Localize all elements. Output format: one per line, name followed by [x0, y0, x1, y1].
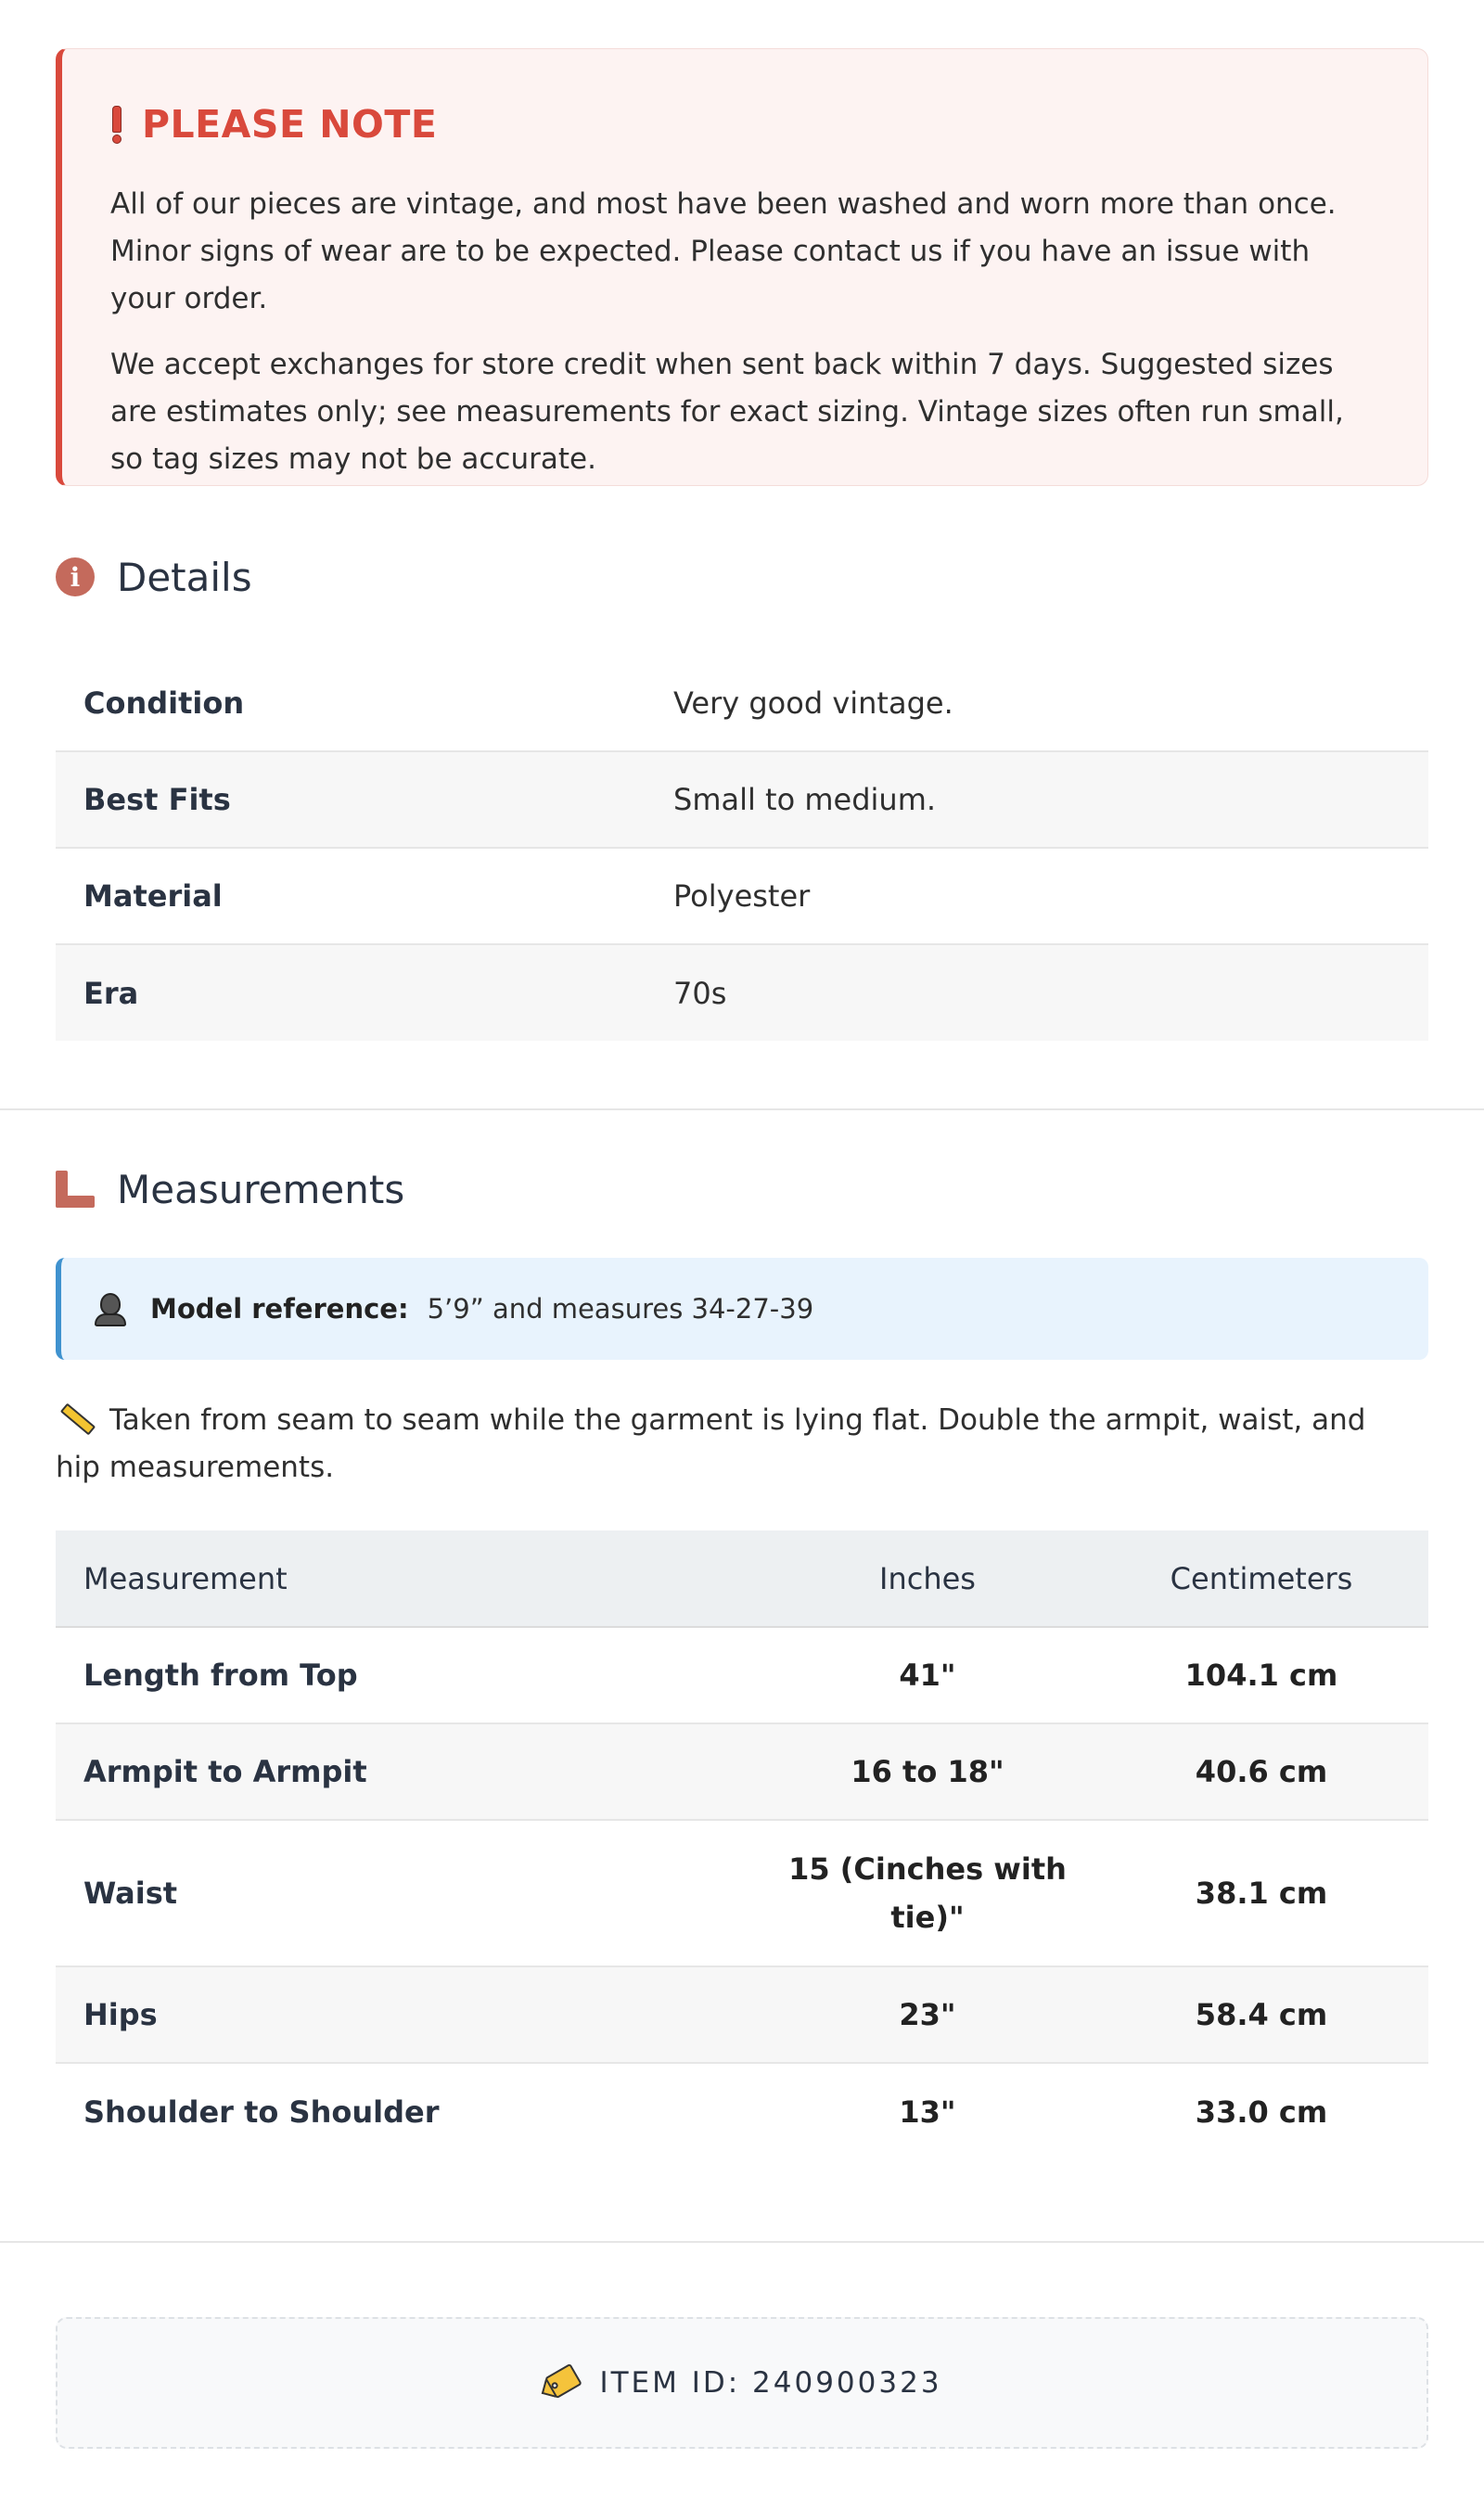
measurement-name: Shoulder to Shoulder	[83, 2094, 440, 2130]
measurement-row-shoulder	[56, 2063, 1428, 2159]
model-reference-value: 5’9” and measures 34-27-39	[427, 1293, 814, 1325]
details-row-best-fits	[56, 751, 1428, 848]
notice-paragraph-2: We accept exchanges for store credit when sent back within 7 days. Suggested sizes are estimates only; see measurements for exact sizing. Vintage sizes often run small, so tag sizes may not be accurate.	[110, 348, 1344, 476]
exclamation-icon	[110, 106, 122, 143]
measurement-row-hips	[56, 1966, 1428, 2063]
notice-title: PLEASE NOTE	[142, 102, 438, 147]
measurements-heading-text: Measurements	[117, 1166, 405, 1212]
details-label: Best Fits	[56, 751, 673, 848]
column-header-inches: Inches	[761, 1530, 1094, 1627]
details-table	[56, 655, 1428, 1041]
measurement-name: Armpit to Armpit	[56, 1723, 761, 1820]
column-header-centimeters: Centimeters	[1094, 1530, 1428, 1627]
measurement-cm: 38.1 cm	[1094, 1820, 1428, 1966]
section-divider	[0, 1108, 1484, 1110]
details-value: Very good vintage.	[673, 655, 1428, 751]
measurement-row-length	[56, 1627, 1428, 1723]
section-divider	[0, 2241, 1484, 2243]
details-label: Era	[56, 944, 673, 1041]
please-note-panel	[56, 48, 1428, 486]
measurement-inches: 15 (Cinches with tie)"	[761, 1820, 1094, 1966]
person-icon	[95, 1291, 126, 1326]
measurement-cm: 40.6 cm	[1094, 1723, 1428, 1820]
measurement-row-armpit	[56, 1723, 1428, 1820]
pencil-icon	[60, 1402, 96, 1435]
details-value: Polyester	[673, 848, 1428, 944]
column-header-measurement: Measurement	[56, 1530, 761, 1627]
measurements-table	[56, 1530, 1428, 2159]
measurement-inches: 41"	[761, 1627, 1094, 1723]
details-heading-text: Details	[117, 554, 252, 600]
notice-header	[110, 101, 1379, 147]
details-heading	[56, 549, 252, 605]
measurement-note	[56, 1397, 1391, 1492]
info-icon: i	[56, 557, 95, 596]
measurement-row-waist	[56, 1820, 1428, 1966]
item-id-text: ITEM ID: 240900323	[599, 2366, 942, 2400]
item-id-box	[56, 2317, 1428, 2449]
details-label: Material	[56, 848, 673, 944]
measurement-name: Hips	[56, 1966, 761, 2063]
measurement-inches: 13"	[899, 2094, 956, 2130]
details-row-era	[56, 944, 1428, 1041]
measurements-heading	[56, 1161, 404, 1217]
notice-paragraph-1: All of our pieces are vintage, and most have been washed and worn more than once. Minor signs of wear are to be expected. Please contact us if you have an issue with your order.	[110, 187, 1337, 315]
measurement-cm: 58.4 cm	[1094, 1966, 1428, 2063]
details-label: Condition	[56, 655, 673, 751]
measurement-inches: 16 to 18"	[761, 1723, 1094, 1820]
ruler-icon	[56, 1171, 95, 1208]
measurement-cm: 33.0 cm	[1195, 2094, 1328, 2130]
measurement-cm: 104.1 cm	[1094, 1627, 1428, 1723]
measurement-name: Waist	[56, 1820, 761, 1966]
measurement-name: Length from Top	[56, 1627, 761, 1723]
details-row-material	[56, 848, 1428, 944]
model-reference-label: Model reference:	[150, 1293, 409, 1325]
tag-icon	[538, 2362, 584, 2404]
details-row-condition	[56, 655, 1428, 751]
model-reference-box	[56, 1258, 1428, 1360]
measurements-header-row	[56, 1530, 1428, 1627]
details-value: Small to medium.	[673, 751, 1428, 848]
measurement-note-text: Taken from seam to seam while the garment is lying flat. Double the armpit, waist, and hip measurements.	[56, 1403, 1366, 1484]
details-value: 70s	[673, 944, 1428, 1041]
measurement-inches: 23"	[761, 1966, 1094, 2063]
